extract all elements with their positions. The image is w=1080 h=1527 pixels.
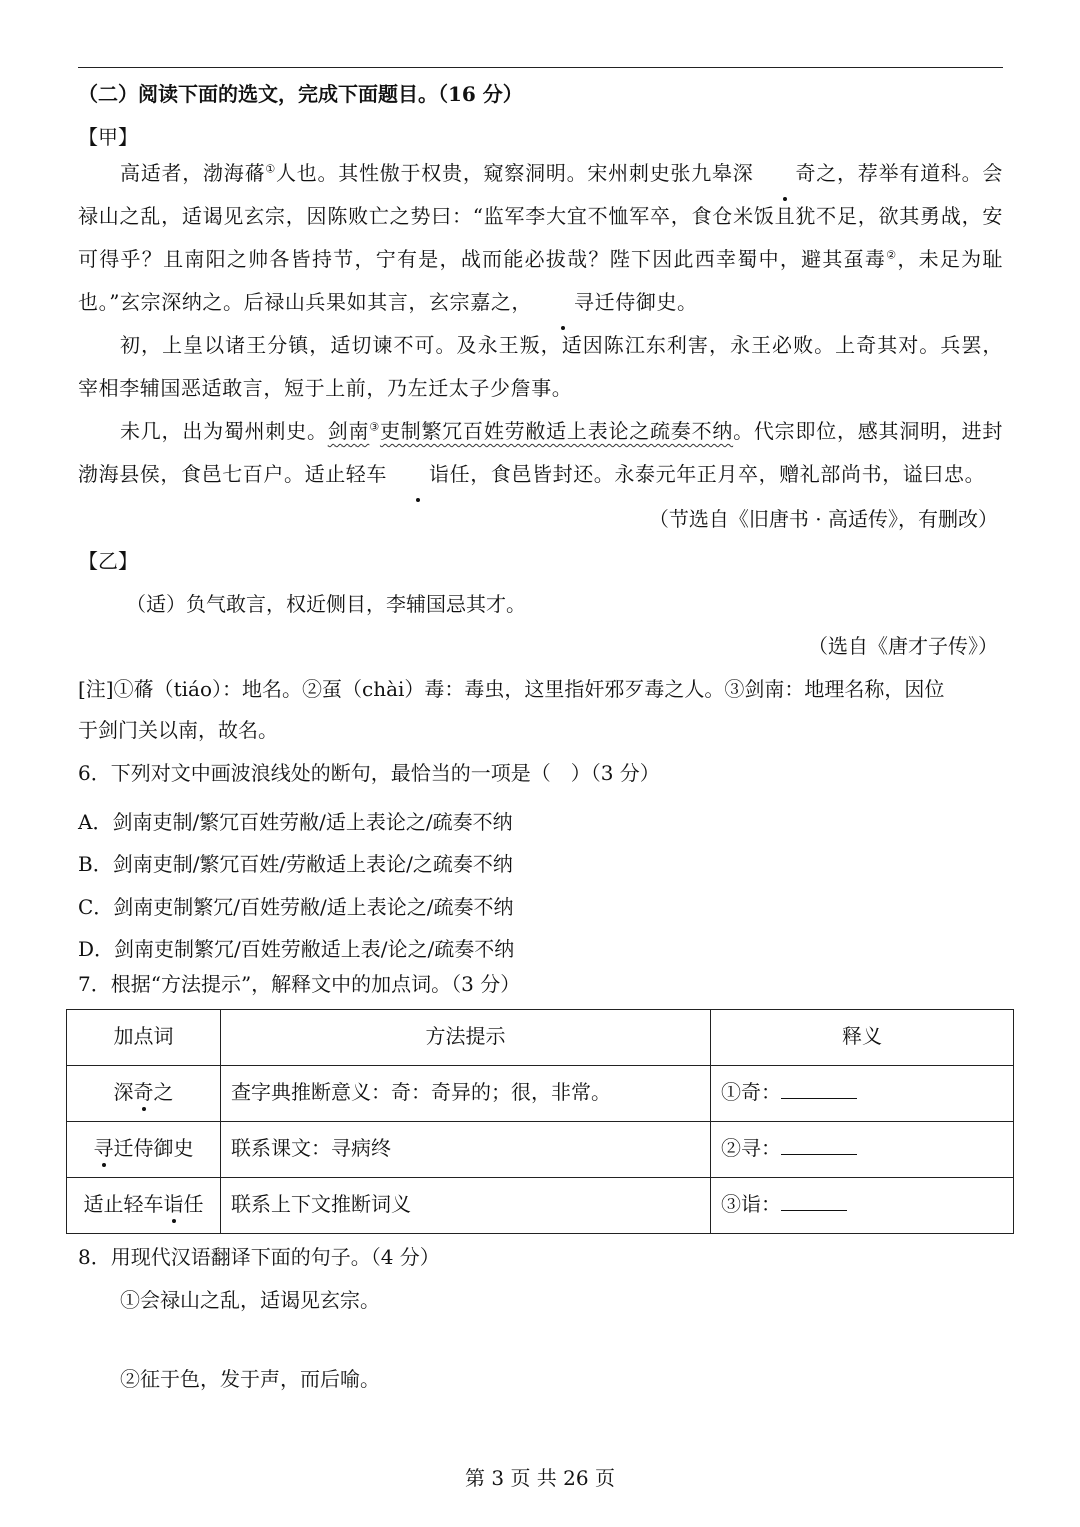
question-6-option-b[interactable]: B．剑南吏制/繁冗百姓/劳敝适上表论/之疏奏不纳 bbox=[78, 852, 513, 876]
question-6-option-d[interactable]: D．剑南吏制繁冗/百姓劳敝适上表/论之/疏奏不纳 bbox=[78, 937, 515, 961]
footnote-marker: ② bbox=[886, 248, 898, 262]
table-header: 释义 bbox=[711, 1010, 1014, 1066]
answer-label: ③诣： bbox=[721, 1192, 781, 1216]
dotted-word-qi: 奇 bbox=[754, 152, 817, 195]
method-hint-cell: 联系上下文推断词义 bbox=[221, 1178, 711, 1234]
question-7-stem: 7．根据“方法提示”，解释文中的加点词。（3 分） bbox=[78, 972, 521, 996]
passage-jia-paragraph-2: 初，上皇以诸王分镇，适切谏不可。及永王叛，适因陈江东利害，永王必败。上奇其对。兵罢，宰相李辅国恶适敢言，短于上前，乃左迁太子少詹事。 bbox=[78, 333, 1003, 400]
answer-blank[interactable] bbox=[781, 1082, 857, 1099]
text-run: 深 bbox=[113, 1080, 134, 1104]
answer-cell[interactable] bbox=[711, 1066, 1014, 1122]
question-6-option-c[interactable]: C．剑南吏制繁冗/百姓劳敝/适上表论之/疏奏不纳 bbox=[78, 895, 514, 919]
text-run: 。代宗即位，感其洞明，进封渤海县侯，食邑七百户。适止轻车 bbox=[78, 419, 1004, 486]
text-run: ，未足为耻也。”玄宗深纳之。后禄山兵果如其言，玄宗嘉之， bbox=[78, 247, 1003, 314]
page-footer: 第 3 页 共 26 页 bbox=[465, 1466, 615, 1490]
answer-cell[interactable] bbox=[711, 1122, 1014, 1178]
gloss-table bbox=[66, 1009, 1014, 1234]
table-row bbox=[67, 1178, 1014, 1234]
question-8-sentence-1: ①会禄山之乱，适谒见玄宗。 bbox=[120, 1288, 380, 1312]
answer-blank[interactable] bbox=[781, 1138, 857, 1155]
table-row bbox=[67, 1066, 1014, 1122]
text-run: 任 bbox=[183, 1192, 204, 1216]
dotted-word-cell bbox=[67, 1178, 221, 1234]
method-hint-cell: 联系课文：寻病终 bbox=[221, 1122, 711, 1178]
text-run: 迁侍御史。 bbox=[594, 290, 698, 314]
passage-yi-text: （适）负气敢言，权近侧目，李辅国忌其才。 bbox=[126, 592, 526, 616]
passage-jia-paragraph-3 bbox=[78, 410, 1003, 496]
text-run: 未几，出为蜀州刺史。 bbox=[120, 419, 328, 443]
method-hint-cell: 查字典推断意义：奇：奇异的；很，非常。 bbox=[221, 1066, 711, 1122]
footnote-marker: ① bbox=[265, 162, 276, 176]
answer-cell[interactable] bbox=[711, 1178, 1014, 1234]
answer-blank[interactable] bbox=[781, 1194, 847, 1211]
passage-yi-label: 【乙】 bbox=[78, 549, 138, 573]
dotted-char: 奇 bbox=[134, 1076, 154, 1105]
dotted-char: 诣 bbox=[164, 1188, 184, 1217]
table-header: 加点词 bbox=[67, 1010, 221, 1066]
annotation-line-1: [注]①蓨（tiáo）：地名。②虿（chài）毒：毒虫，这里指奸邪歹毒之人。③剑南：地理名称，因位 bbox=[78, 677, 945, 701]
section-title: （二）阅读下面的选文，完成下面题目。（16 分） bbox=[78, 82, 523, 106]
passage-jia-label: 【甲】 bbox=[78, 125, 138, 149]
text-run: 人也。其性傲于权贵，窥察洞明。宋州刺史张九皋深 bbox=[275, 161, 754, 185]
text-run: 高适者，渤海蓨 bbox=[120, 161, 266, 185]
text-run: 之，荐举有道科。会禄山之乱，适谒见玄宗，因陈败亡之势曰：“监军李大宜不恤军卒，食仓米饭且犹不足，欲其勇战，安可得乎？且南阳之帅各皆持节，宁有是，战而能必拔哉？陛下因此西幸蜀中，避其虿毒 bbox=[78, 161, 1003, 271]
dotted-char: 寻 bbox=[94, 1132, 114, 1161]
wavy-underlined-text: 剑南 bbox=[327, 419, 370, 443]
table-row bbox=[67, 1122, 1014, 1178]
answer-label: ②寻： bbox=[721, 1136, 781, 1160]
text-run: 适止轻车 bbox=[83, 1192, 164, 1216]
question-6-option-a[interactable]: A．剑南吏制/繁冗百姓劳敝/适上表论之/疏奏不纳 bbox=[78, 810, 513, 834]
wavy-underlined-text: 吏制繁冗百姓劳敝适上表论之疏奏不纳 bbox=[379, 419, 734, 443]
dotted-word-xun: 寻 bbox=[532, 281, 595, 324]
dotted-word-cell bbox=[67, 1066, 221, 1122]
passage-jia-source: （节选自《旧唐书 · 高适传》，有删改） bbox=[648, 507, 998, 531]
text-run: 任，食邑皆封还。永泰元年正月卒，赠礼部尚书，谥曰忠。 bbox=[449, 462, 986, 486]
text-run: 迁侍御史 bbox=[113, 1136, 194, 1160]
dotted-word-cell bbox=[67, 1122, 221, 1178]
top-rule bbox=[78, 67, 1003, 68]
question-8-stem: 8．用现代汉语翻译下面的句子。（4 分） bbox=[78, 1245, 440, 1269]
question-6-stem: 6．下列对文中画波浪线处的断句，最恰当的一项是（ ）（3 分） bbox=[78, 761, 660, 785]
table-header: 方法提示 bbox=[221, 1010, 711, 1066]
text-run: 之 bbox=[153, 1080, 174, 1104]
question-8-sentence-2: ②征于色，发于声，而后喻。 bbox=[120, 1367, 380, 1391]
passage-yi-source: （选自《唐才子传》） bbox=[808, 634, 998, 658]
annotation-line-2: 于剑门关以南，故名。 bbox=[78, 718, 278, 742]
dotted-word-yi: 诣 bbox=[387, 453, 450, 496]
passage-jia-paragraph-1 bbox=[78, 152, 1003, 324]
footnote-marker: ③ bbox=[369, 420, 380, 434]
table-header-row bbox=[67, 1010, 1014, 1066]
answer-label: ①奇： bbox=[721, 1080, 781, 1104]
